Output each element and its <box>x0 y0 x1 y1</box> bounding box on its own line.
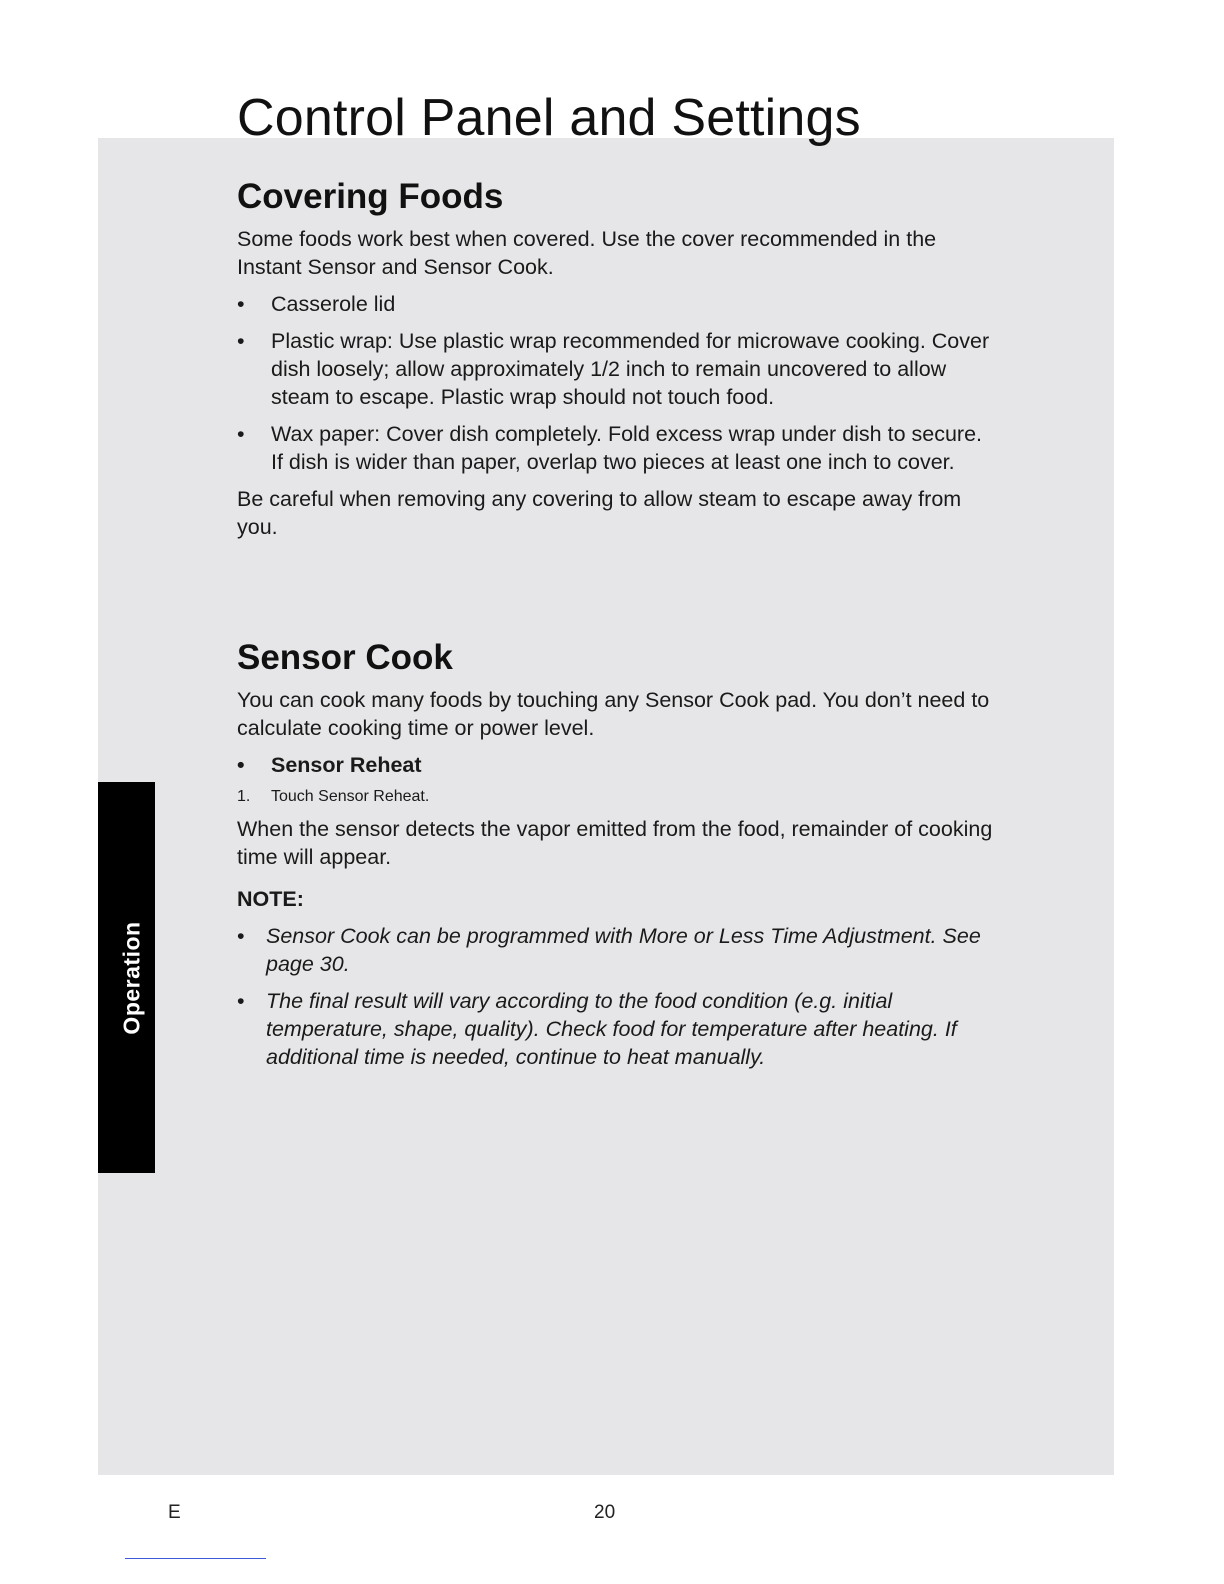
sensor-cook-section <box>237 636 997 1071</box>
list-item: • Casserole lid <box>237 290 997 318</box>
step-1 <box>237 788 997 806</box>
page-title: Control Panel and Settings <box>237 89 861 147</box>
sensor-description: When the sensor detects the vapor emitted from the food, remainder of cooking time will appear. <box>237 817 993 869</box>
list-item: • Plastic wrap: Use plastic wrap recommended for microwave cooking. Cover dish loosely; allow approximately 1/2 inch to remain uncovered to allow steam to escape. Plastic wrap should not touch food. <box>237 327 997 411</box>
list-item: • Wax paper: Cover dish completely. Fold excess wrap under dish to secure. If dish is wider than paper, overlap two pieces at least one inch to cover. <box>237 420 997 476</box>
footer-language: E <box>168 1502 181 1523</box>
step-number: 1. <box>237 788 251 805</box>
page-number: 20 <box>594 1502 616 1523</box>
sensor-cook-list <box>237 751 997 779</box>
step-text: Touch Sensor Reheat. <box>271 788 430 805</box>
sensor-cook-heading: Sensor Cook <box>237 638 453 677</box>
covering-foods-heading: Covering Foods <box>237 177 504 216</box>
sensor-cook-intro: You can cook many foods by touching any Sensor Cook pad. You don’t need to calculate cooking time or power level. <box>237 688 990 740</box>
covering-foods-section <box>237 175 997 541</box>
note-label: NOTE: <box>237 887 304 911</box>
note-item: • Sensor Cook can be programmed with More or Less Time Adjustment. See page 30. <box>237 922 997 978</box>
covering-options-list <box>237 290 997 476</box>
footer-divider <box>125 1558 266 1559</box>
side-tab-label: Operation <box>118 921 145 1035</box>
covering-caution: Be careful when removing any covering to allow steam to escape away from you. <box>237 487 962 539</box>
sensor-reheat-subheading: • Sensor Reheat <box>237 751 997 779</box>
notes-list <box>237 922 997 1071</box>
note-item: • The final result will vary according to the food condition (e.g. initial temperature, shape, quality). Check food for temperature after heating. If additional time is needed, continue to heat manually. <box>237 987 997 1071</box>
covering-foods-intro: Some foods work best when covered. Use the cover recommended in the Instant Sensor and Sensor Cook. <box>237 227 937 279</box>
